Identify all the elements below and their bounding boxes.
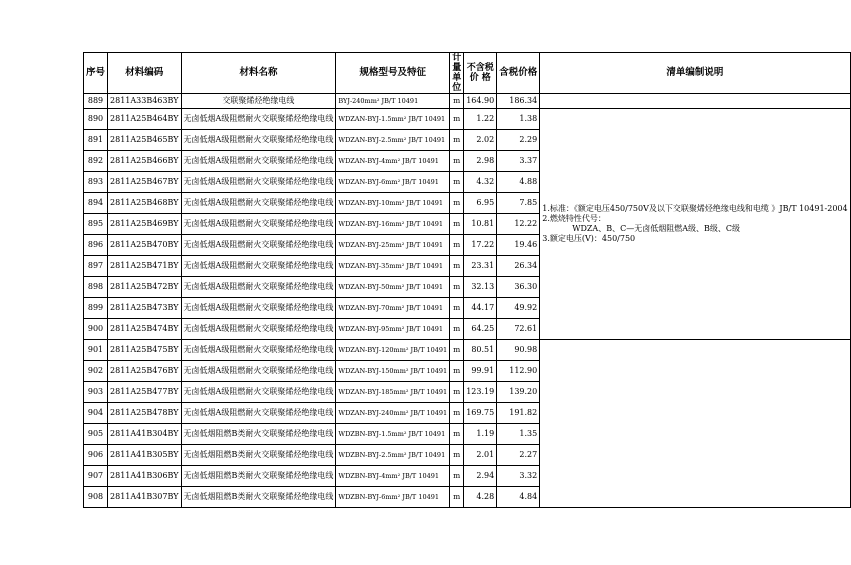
row-unit: m [450,298,464,319]
row-price-in-tax: 72.61 [497,319,540,340]
row-unit: m [450,151,464,172]
row-seq: 901 [84,340,108,361]
row-spec: WDZAN-BYJ-10mm² JB/T 10491 [336,193,450,214]
row-price-ex-tax: 44.17 [464,298,497,319]
row-price-ex-tax: 17.22 [464,235,497,256]
row-seq: 893 [84,172,108,193]
header-row [84,53,851,94]
header-code: 材料编码 [108,53,181,94]
row-code: 2811A33B463BY [108,94,181,109]
row-name: 无卤低烟A级阻燃耐火交联聚烯烃绝缘电线 [181,277,336,298]
row-spec: WDZAN-BYJ-4mm² JB/T 10491 [336,151,450,172]
row-seq: 907 [84,466,108,487]
row-spec: WDZAN-BYJ-95mm² JB/T 10491 [336,319,450,340]
row-spec: WDZAN-BYJ-16mm² JB/T 10491 [336,214,450,235]
row-name: 无卤低烟A级阻燃耐火交联聚烯烃绝缘电线 [181,340,336,361]
row-price-ex-tax: 32.13 [464,277,497,298]
row-unit: m [450,235,464,256]
row-code: 2811A25B468BY [108,193,181,214]
row-price-in-tax: 4.84 [497,487,540,508]
row-code: 2811A25B467BY [108,172,181,193]
row-seq: 897 [84,256,108,277]
table-row [84,94,851,109]
row-price-ex-tax: 2.98 [464,151,497,172]
header-name: 材料名称 [181,53,336,94]
row-name: 无卤低烟A级阻燃耐火交联聚烯烃绝缘电线 [181,361,336,382]
row-unit: m [450,319,464,340]
header-price-in-tax: 含税价格 [497,53,540,94]
row-price-ex-tax: 123.19 [464,382,497,403]
material-price-table [83,52,851,508]
row-seq: 894 [84,193,108,214]
note-line: 2.燃烧特性代号： [542,214,606,223]
row-price-ex-tax: 1.19 [464,424,497,445]
row-spec: WDZBN-BYJ-4mm² JB/T 10491 [336,466,450,487]
header-note: 清单编制说明 [540,53,850,94]
table-row [84,340,851,361]
row-seq: 899 [84,298,108,319]
row-price-in-tax: 19.46 [497,235,540,256]
row-price-ex-tax: 64.25 [464,319,497,340]
compilation-note [540,109,850,340]
row-code: 2811A25B471BY [108,256,181,277]
note-line: 1.标准：《额定电压450/750V及以下交联聚烯烃绝缘电线和电缆 》JB/T 10491-2004 [542,204,848,213]
row-code: 2811A25B475BY [108,340,181,361]
row-spec: WDZBN-BYJ-1.5mm² JB/T 10491 [336,424,450,445]
row-unit: m [450,277,464,298]
row-name: 无卤低烟阻燃B类耐火交联聚烯烃绝缘电线 [181,445,336,466]
row-name: 无卤低烟A级阻燃耐火交联聚烯烃绝缘电线 [181,319,336,340]
row-code: 2811A41B306BY [108,466,181,487]
row-price-in-tax: 1.38 [497,109,540,130]
row-name: 无卤低烟A级阻燃耐火交联聚烯烃绝缘电线 [181,214,336,235]
row-seq: 898 [84,277,108,298]
note-line: 3.额定电压(V)：450/750 [542,234,636,243]
row-name: 无卤低烟A级阻燃耐火交联聚烯烃绝缘电线 [181,130,336,151]
row-unit: m [450,109,464,130]
row-seq: 891 [84,130,108,151]
row-price-ex-tax: 99.91 [464,361,497,382]
row-price-ex-tax: 4.32 [464,172,497,193]
note-line: WDZA、B、C—无卤低烟阻燃A级、B级、C级 [572,224,740,233]
row-code: 2811A41B304BY [108,424,181,445]
row-name: 无卤低烟阻燃B类耐火交联聚烯烃绝缘电线 [181,424,336,445]
row-seq: 895 [84,214,108,235]
row-unit: m [450,340,464,361]
row-price-in-tax: 90.98 [497,340,540,361]
row-unit: m [450,193,464,214]
row-seq: 904 [84,403,108,424]
row-unit: m [450,445,464,466]
row-name: 无卤低烟A级阻燃耐火交联聚烯烃绝缘电线 [181,193,336,214]
row-price-in-tax: 49.92 [497,298,540,319]
row-unit: m [450,130,464,151]
row-code: 2811A25B474BY [108,319,181,340]
row-name: 无卤低烟A级阻燃耐火交联聚烯烃绝缘电线 [181,403,336,424]
row-seq: 889 [84,94,108,109]
row-price-ex-tax: 164.90 [464,94,497,109]
row-spec: WDZAN-BYJ-25mm² JB/T 10491 [336,235,450,256]
row-name: 无卤低烟A级阻燃耐火交联聚烯烃绝缘电线 [181,256,336,277]
row-unit: m [450,466,464,487]
row-price-in-tax: 2.27 [497,445,540,466]
row-price-ex-tax: 6.95 [464,193,497,214]
row-price-in-tax: 1.35 [497,424,540,445]
row-spec: WDZAN-BYJ-185mm² JB/T 10491 [336,382,450,403]
row-name: 无卤低烟A级阻燃耐火交联聚烯烃绝缘电线 [181,235,336,256]
row-price-ex-tax: 169.75 [464,403,497,424]
row-code: 2811A25B478BY [108,403,181,424]
row-seq: 903 [84,382,108,403]
row-code: 2811A41B305BY [108,445,181,466]
row-price-ex-tax: 2.94 [464,466,497,487]
row-name: 无卤低烟A级阻燃耐火交联聚烯烃绝缘电线 [181,172,336,193]
header-seq: 序号 [84,53,108,94]
row-price-in-tax: 26.34 [497,256,540,277]
row-name: 无卤低烟阻燃B类耐火交联聚烯烃绝缘电线 [181,466,336,487]
table-row [84,109,851,130]
row-price-in-tax: 4.88 [497,172,540,193]
row-price-in-tax: 112.90 [497,361,540,382]
row-code: 2811A25B472BY [108,277,181,298]
row-price-ex-tax: 10.81 [464,214,497,235]
row-unit: m [450,214,464,235]
row-spec: BYJ-240mm² JB/T 10491 [336,94,450,109]
row-price-in-tax: 12.22 [497,214,540,235]
row-unit: m [450,256,464,277]
row-seq: 890 [84,109,108,130]
row-unit: m [450,487,464,508]
row-spec: WDZAN-BYJ-150mm² JB/T 10491 [336,361,450,382]
row-name: 无卤低烟A级阻燃耐火交联聚烯烃绝缘电线 [181,298,336,319]
row-name: 无卤低烟A级阻燃耐火交联聚烯烃绝缘电线 [181,109,336,130]
row-spec: WDZBN-BYJ-2.5mm² JB/T 10491 [336,445,450,466]
header-price-ex-tax: 不含税价 格 [464,53,497,94]
row-name: 无卤低烟A级阻燃耐火交联聚烯烃绝缘电线 [181,151,336,172]
row-spec: WDZAN-BYJ-6mm² JB/T 10491 [336,172,450,193]
row-code: 2811A41B307BY [108,487,181,508]
row-spec: WDZAN-BYJ-50mm² JB/T 10491 [336,277,450,298]
row-price-in-tax: 7.85 [497,193,540,214]
header-unit: 计量单位 [450,53,464,94]
row-unit: m [450,361,464,382]
row-price-ex-tax: 80.51 [464,340,497,361]
row-spec: WDZAN-BYJ-70mm² JB/T 10491 [336,298,450,319]
row-code: 2811A25B464BY [108,109,181,130]
row-price-in-tax: 2.29 [497,130,540,151]
row-spec: WDZAN-BYJ-2.5mm² JB/T 10491 [336,130,450,151]
row-price-ex-tax: 2.01 [464,445,497,466]
row-price-in-tax: 3.37 [497,151,540,172]
row-price-ex-tax: 4.28 [464,487,497,508]
row-price-in-tax: 191.82 [497,403,540,424]
note-blank-cell [540,94,850,109]
row-unit: m [450,172,464,193]
row-seq: 906 [84,445,108,466]
row-code: 2811A25B469BY [108,214,181,235]
row-name: 无卤低烟A级阻燃耐火交联聚烯烃绝缘电线 [181,382,336,403]
row-code: 2811A25B477BY [108,382,181,403]
row-price-in-tax: 3.32 [497,466,540,487]
row-price-ex-tax: 23.31 [464,256,497,277]
row-code: 2811A25B473BY [108,298,181,319]
row-seq: 908 [84,487,108,508]
row-spec: WDZAN-BYJ-240mm² JB/T 10491 [336,403,450,424]
row-spec: WDZAN-BYJ-35mm² JB/T 10491 [336,256,450,277]
row-spec: WDZBN-BYJ-6mm² JB/T 10491 [336,487,450,508]
row-price-ex-tax: 2.02 [464,130,497,151]
row-seq: 896 [84,235,108,256]
row-name: 交联聚烯烃绝缘电线 [181,94,336,109]
row-seq: 900 [84,319,108,340]
row-price-in-tax: 186.34 [497,94,540,109]
row-price-in-tax: 139.20 [497,382,540,403]
header-spec: 规格型号及特征 [336,53,450,94]
row-price-ex-tax: 1.22 [464,109,497,130]
row-code: 2811A25B476BY [108,361,181,382]
row-name: 无卤低烟阻燃B类耐火交联聚烯烃绝缘电线 [181,487,336,508]
row-unit: m [450,382,464,403]
row-unit: m [450,424,464,445]
row-unit: m [450,403,464,424]
row-spec: WDZAN-BYJ-120mm² JB/T 10491 [336,340,450,361]
row-code: 2811A25B466BY [108,151,181,172]
row-seq: 892 [84,151,108,172]
row-code: 2811A25B465BY [108,130,181,151]
row-seq: 905 [84,424,108,445]
row-unit: m [450,94,464,109]
row-spec: WDZAN-BYJ-1.5mm² JB/T 10491 [336,109,450,130]
note-blank-cell [540,340,850,508]
row-seq: 902 [84,361,108,382]
row-price-in-tax: 36.30 [497,277,540,298]
row-code: 2811A25B470BY [108,235,181,256]
